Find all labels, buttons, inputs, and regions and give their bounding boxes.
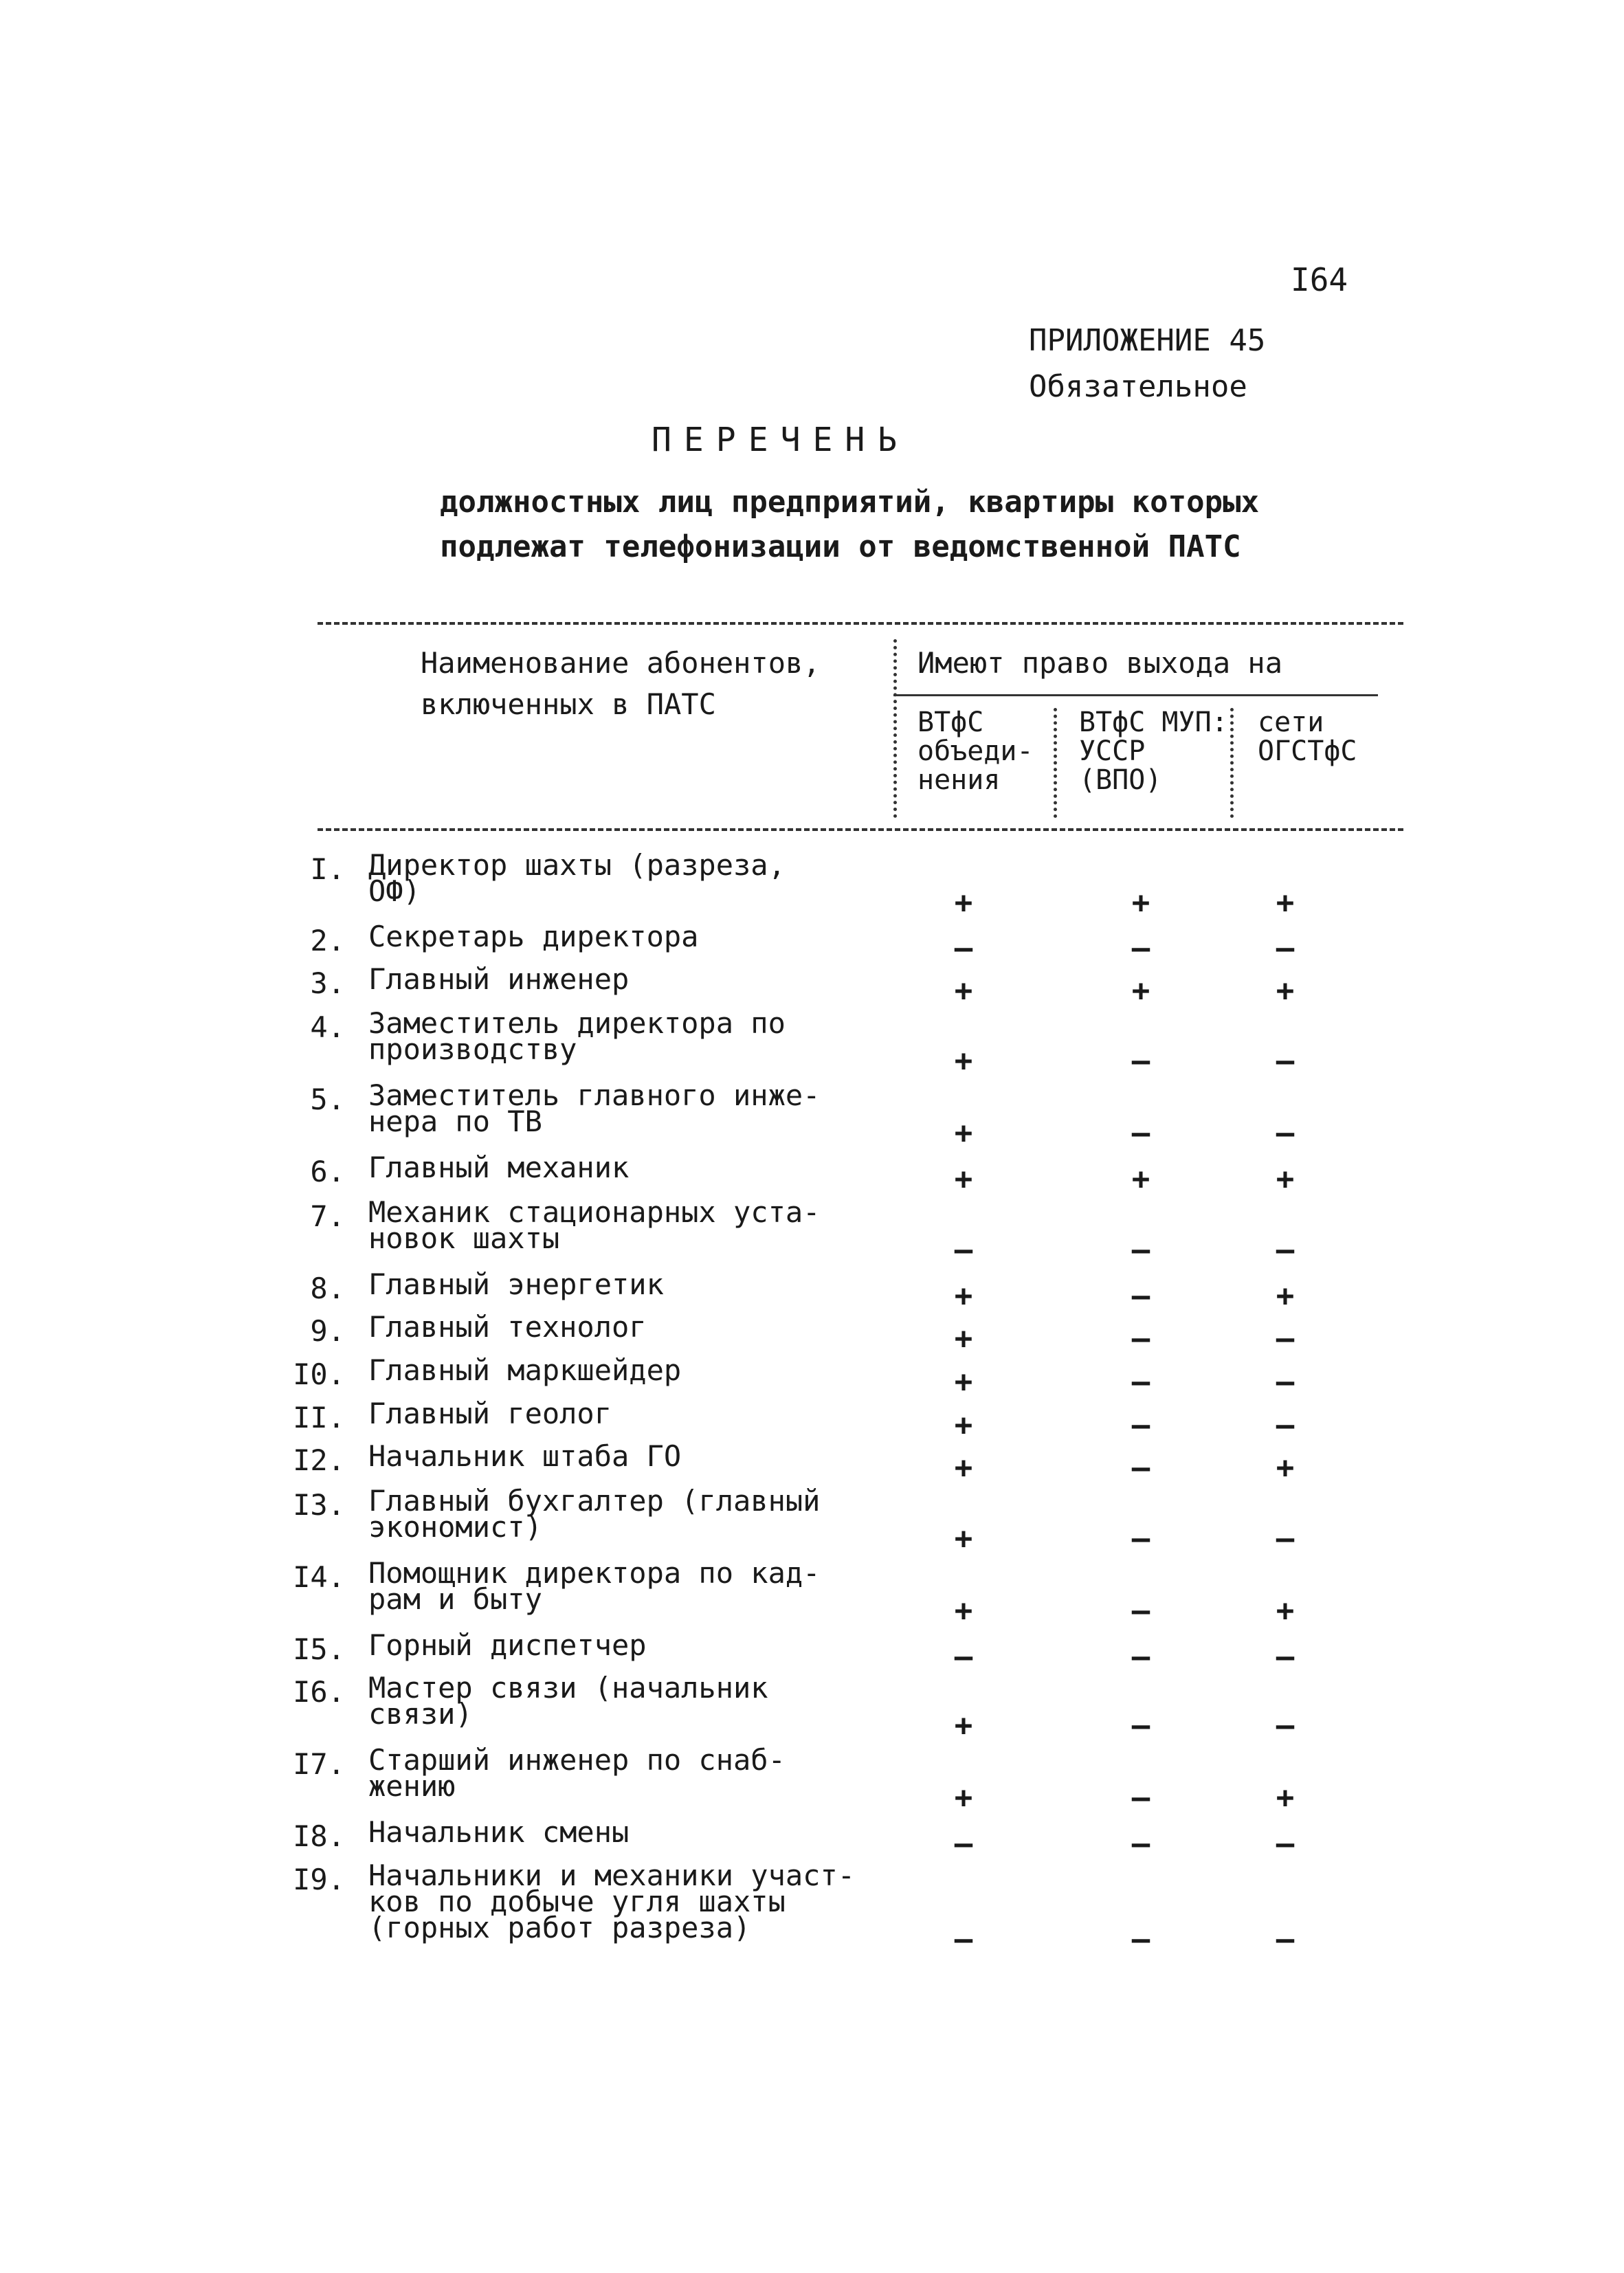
group-header: Имеют право выхода на xyxy=(917,646,1283,680)
table-top-rule xyxy=(318,622,1403,625)
subheader-vtfs-line-2: объеди- xyxy=(917,735,1034,767)
access-mark: – xyxy=(1131,1408,1150,1443)
access-mark: + xyxy=(954,1521,973,1556)
access-mark: – xyxy=(1131,1521,1150,1556)
row-name-line: Начальники и механики участ- xyxy=(368,1859,856,1892)
row-name-line: ОФ) xyxy=(368,874,421,908)
row-number: I8. xyxy=(293,1819,345,1853)
row-name-line: Главный геолог xyxy=(368,1397,612,1430)
row-number: I3. xyxy=(293,1488,345,1522)
row-name-line: производству xyxy=(368,1032,577,1066)
subheader-vtfs-line-3: нения xyxy=(917,764,1001,796)
access-mark: + xyxy=(954,1162,973,1197)
row-name-line: Старший инженер по снаб- xyxy=(368,1743,786,1777)
row-name-line: Главный технолог xyxy=(368,1310,647,1344)
access-mark: + xyxy=(1276,1450,1295,1485)
name-column-header-line-2: включенных в ПАТС xyxy=(421,687,716,721)
status-label: Обязательное xyxy=(1029,369,1247,404)
access-mark: – xyxy=(954,1826,973,1861)
row-number: I4. xyxy=(293,1560,345,1594)
row-name-line: Директор шахты (разреза, xyxy=(368,848,786,882)
row-name-line: Помощник директора по кад- xyxy=(368,1556,821,1590)
row-number: I0. xyxy=(293,1357,345,1391)
row-name-line: Механик стационарных уста- xyxy=(368,1195,821,1229)
access-mark: – xyxy=(1276,1116,1295,1151)
access-mark: + xyxy=(1276,1780,1295,1815)
access-mark: + xyxy=(1131,973,1150,1008)
access-mark: – xyxy=(1276,1408,1295,1443)
access-mark: + xyxy=(1276,1593,1295,1628)
access-mark: + xyxy=(954,885,973,920)
access-mark: – xyxy=(1276,1364,1295,1399)
access-mark: – xyxy=(1131,1364,1150,1399)
access-mark: + xyxy=(954,1408,973,1443)
subheader-vtfs-mup-line-1: ВТфС МУП: xyxy=(1079,707,1228,738)
access-mark: + xyxy=(954,1708,973,1743)
column-divider xyxy=(1230,708,1234,818)
access-mark: – xyxy=(1131,1708,1150,1743)
access-mark: + xyxy=(954,1278,973,1313)
subtitle-line-1: должностных лиц предприятий, квартиры которых xyxy=(440,485,1260,520)
row-name-line: экономист) xyxy=(368,1510,542,1544)
subheader-vtfs-mup-line-2: УССР xyxy=(1079,735,1146,767)
document-title: ПЕРЕЧЕНЬ xyxy=(652,421,910,459)
access-mark: + xyxy=(954,1364,973,1399)
access-mark: – xyxy=(1276,1826,1295,1861)
column-divider xyxy=(893,639,897,818)
access-mark: – xyxy=(1131,1043,1150,1078)
access-mark: – xyxy=(954,1922,973,1957)
row-name-line: Секретарь директора xyxy=(368,920,699,953)
row-name-line: Мастер связи (начальник xyxy=(368,1671,768,1705)
row-number: I6. xyxy=(293,1675,345,1709)
appendix-label: ПРИЛОЖЕНИЕ 45 xyxy=(1029,323,1266,358)
access-mark: + xyxy=(954,1116,973,1151)
access-mark: + xyxy=(1276,885,1295,920)
access-mark: – xyxy=(1276,1521,1295,1556)
table-header-bottom-rule xyxy=(318,828,1403,831)
row-name-line: Главный энергетик xyxy=(368,1267,664,1301)
row-name-line: Главный бухгалтер (главный xyxy=(368,1484,821,1518)
row-name-line: Главный механик xyxy=(368,1151,630,1184)
row-name-line: рам и быту xyxy=(368,1582,542,1616)
row-name-line: Начальник штаба ГО xyxy=(368,1439,682,1473)
subtitle-line-2: подлежат телефонизации от ведомственной ПАТС xyxy=(440,529,1241,564)
row-number: 5. xyxy=(310,1083,345,1116)
access-mark: – xyxy=(1276,1232,1295,1267)
row-number: 4. xyxy=(310,1010,345,1044)
row-name-line: жению xyxy=(368,1769,456,1803)
subheader-ogstfs-line-2: ОГСТфС xyxy=(1258,735,1357,767)
access-mark: + xyxy=(954,1780,973,1815)
row-name-line: ков по добыче угля шахты xyxy=(368,1885,786,1918)
subheader-vtfs-line-1: ВТфС xyxy=(917,707,984,738)
row-number: 6. xyxy=(310,1155,345,1188)
subheader-ogstfs-line-1: сети xyxy=(1258,707,1324,738)
access-mark: – xyxy=(1276,1321,1295,1356)
access-mark: – xyxy=(954,1639,973,1674)
access-mark: – xyxy=(1131,1232,1150,1267)
row-number: I5. xyxy=(293,1632,345,1666)
access-mark: + xyxy=(954,1450,973,1485)
row-number: I7. xyxy=(293,1747,345,1781)
name-column-header-line-1: Наименование абонентов, xyxy=(421,646,821,680)
row-name-line: связи) xyxy=(368,1697,473,1731)
row-number: II. xyxy=(293,1401,345,1434)
access-mark: + xyxy=(954,1043,973,1078)
access-mark: – xyxy=(1131,1450,1150,1485)
row-number: 3. xyxy=(310,966,345,1000)
row-name-line: нера по ТВ xyxy=(368,1105,542,1138)
access-mark: + xyxy=(1276,1278,1295,1313)
row-number: 7. xyxy=(310,1199,345,1233)
row-number: I2. xyxy=(293,1443,345,1477)
access-mark: – xyxy=(1131,1922,1150,1957)
access-mark: – xyxy=(1276,1043,1295,1078)
access-mark: + xyxy=(954,1593,973,1628)
row-number: 9. xyxy=(310,1314,345,1348)
access-mark: – xyxy=(1276,931,1295,966)
access-mark: – xyxy=(1276,1708,1295,1743)
access-mark: – xyxy=(1131,1826,1150,1861)
row-name-line: Главный маркшейдер xyxy=(368,1353,682,1387)
access-mark: – xyxy=(1131,931,1150,966)
access-mark: – xyxy=(1131,1780,1150,1815)
row-name-line: Начальник смены xyxy=(368,1815,630,1849)
row-number: I9. xyxy=(293,1863,345,1896)
access-mark: – xyxy=(1131,1278,1150,1313)
access-mark: – xyxy=(1276,1639,1295,1674)
access-mark: – xyxy=(954,1232,973,1267)
row-name-line: Горный диспетчер xyxy=(368,1628,647,1662)
row-name-line: Главный инженер xyxy=(368,962,630,996)
access-mark: – xyxy=(1131,1593,1150,1628)
column-divider xyxy=(1054,708,1057,818)
access-mark: – xyxy=(1131,1321,1150,1356)
row-name-line: Заместитель главного инже- xyxy=(368,1078,821,1112)
access-mark: – xyxy=(1131,1116,1150,1151)
access-mark: + xyxy=(954,1321,973,1356)
access-mark: + xyxy=(1131,885,1150,920)
row-name-line: (горных работ разреза) xyxy=(368,1911,751,1944)
row-name-line: новок шахты xyxy=(368,1221,560,1255)
access-mark: + xyxy=(1131,1162,1150,1197)
access-mark: – xyxy=(1276,1922,1295,1957)
access-mark: + xyxy=(1276,1162,1295,1197)
page-number: I64 xyxy=(1291,261,1348,298)
access-mark: – xyxy=(954,931,973,966)
subheader-vtfs-mup-line-3: (ВПО) xyxy=(1079,764,1162,796)
access-mark: + xyxy=(954,973,973,1008)
row-name-line: Заместитель директора по xyxy=(368,1006,786,1040)
access-mark: + xyxy=(1276,973,1295,1008)
row-number: 2. xyxy=(310,924,345,957)
row-number: 8. xyxy=(310,1272,345,1305)
group-header-rule xyxy=(893,694,1378,696)
row-number: I. xyxy=(310,852,345,886)
access-mark: – xyxy=(1131,1639,1150,1674)
